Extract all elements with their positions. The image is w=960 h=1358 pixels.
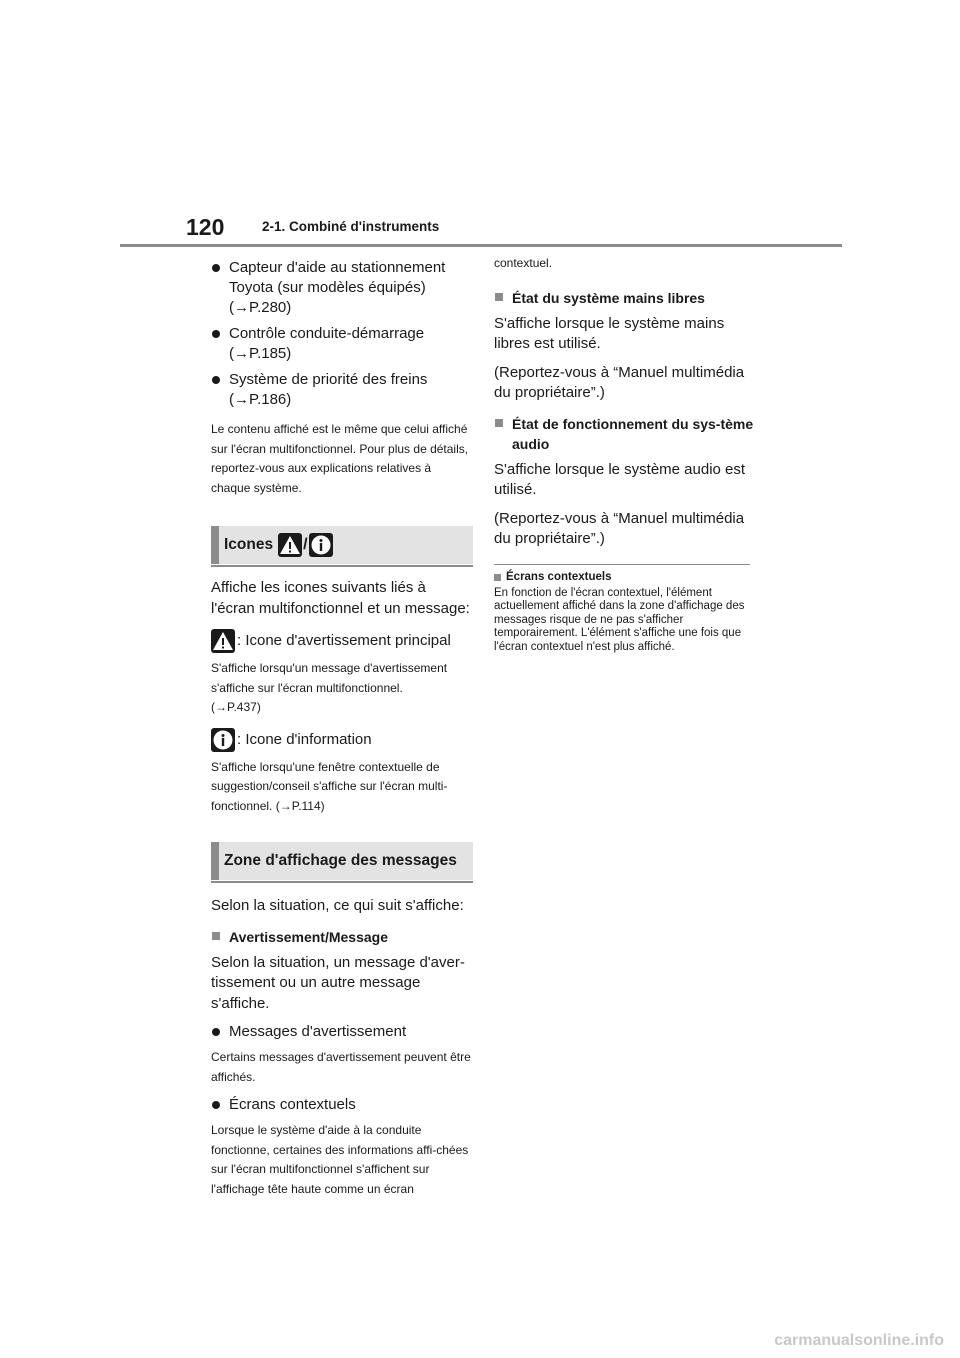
- warning-icon-line: : Icone d'avertissement principal: [211, 629, 473, 653]
- page-number: 120: [186, 214, 225, 240]
- subsection-title: État de fonctionnement du sys-tème audio: [494, 414, 756, 454]
- list-item: Écrans contextuels: [211, 1095, 473, 1115]
- subsection-title: État du système mains libres: [494, 288, 756, 308]
- section-path: 2-1. Combiné d'instruments: [262, 219, 440, 234]
- heading-text: Zone d'affichage des messages: [224, 852, 457, 869]
- list-item-description: Certains messages d'avertissement peuvent être affichés.: [211, 1050, 471, 1084]
- subsection-body: Selon la situation, un message d'aver-tissement ou un autre message s'affiche.: [211, 953, 465, 1012]
- info-icon: [309, 533, 333, 557]
- continued-text: contextuel.: [494, 256, 553, 270]
- subsection-ref: (Reportez-vous à “Manuel multimédia du propriétaire”.): [494, 509, 745, 547]
- list-item: Messages d'avertissement: [211, 1022, 473, 1042]
- heading-text: Icones: [224, 536, 274, 553]
- subsection-ref: (Reportez-vous à “Manuel multimédia du propriétaire”.): [494, 363, 745, 401]
- list-item: Contrôle conduite-démarrage (→P.185): [211, 324, 473, 364]
- warning-triangle-icon: [278, 533, 302, 557]
- heading-slash: /: [303, 536, 308, 553]
- warning-description: S'affiche lorsqu'un message d'avertissement s'affiche sur l'écran multifonctionnel. (→P.437): [211, 661, 448, 714]
- warning-triangle-icon: [211, 629, 235, 653]
- list-item: Capteur d'aide au stationnement Toyota (sur modèles équipés) (→P.280): [211, 258, 473, 318]
- page-ref[interactable]: (→P.437): [211, 700, 261, 714]
- icons-intro: Affiche les icones suivants liés à l'écran multifonctionnel et un message:: [211, 579, 470, 617]
- header-rule: [120, 244, 842, 247]
- subsection-body: S'affiche lorsque le système mains libres est utilisé.: [494, 314, 725, 352]
- info-icon-line: : Icone d'information: [211, 728, 473, 752]
- watermark: carmanualsonline.info: [774, 1332, 944, 1349]
- subsection-body: S'affiche lorsque le système audio est utilisé.: [494, 460, 746, 498]
- page-ref[interactable]: (→P.186): [229, 391, 292, 408]
- subsection-title: Avertissement/Message: [211, 927, 473, 947]
- zone-intro: Selon la situation, ce qui suit s'affiche:: [211, 897, 464, 914]
- page-ref[interactable]: (→P.280): [229, 299, 292, 316]
- note-body: En fonction de l'écran contextuel, l'élément actuellement affiché dans la zone d'affichage des messages risque de ne pas s'afficher temporairement. L'élément s'affiche une fois que l'écran contextuel n'est plus affiché.: [494, 586, 745, 653]
- note-paragraph: Le contenu affiché est le même que celui affiché sur l'écran multifonctionnel. Pour plus de détails, reportez-vous aux explications relatives à chaque système.: [211, 422, 469, 495]
- section-heading-icons: [211, 526, 473, 564]
- page-ref[interactable]: (→P.114): [275, 798, 325, 813]
- list-item-description: Lorsque le système d'aide à la conduite fonctionne, certaines des informations affi-chées sur l'écran multifonctionnel s'affichent sur l'affichage tête haute comme un écran: [211, 1123, 469, 1196]
- left-column: [211, 252, 473, 1199]
- page-ref[interactable]: (→P.185): [229, 345, 292, 362]
- info-description: S'affiche lorsqu'une fenêtre contextuelle de suggestion/conseil s'affiche sur l'écran multi-fonctionnel. (→P.114): [211, 759, 448, 813]
- note-divider: [494, 564, 750, 565]
- list-item: Système de priorité des freins (→P.186): [211, 370, 473, 410]
- right-column: [494, 252, 756, 654]
- info-icon: [211, 728, 235, 752]
- note-title: Écrans contextuels: [494, 571, 756, 583]
- section-heading-zone: [211, 842, 473, 880]
